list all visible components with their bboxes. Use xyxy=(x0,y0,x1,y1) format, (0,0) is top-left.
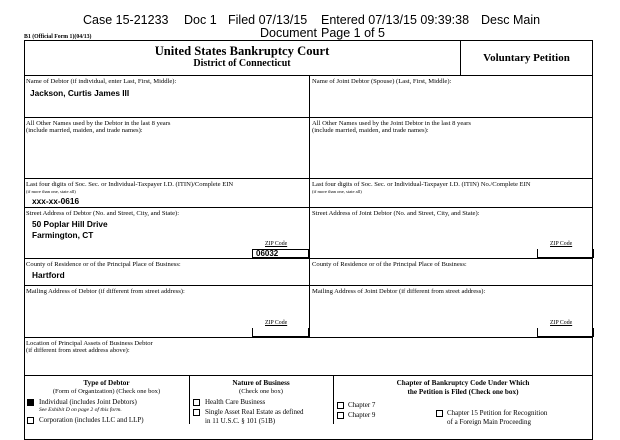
chapter-7-label: Chapter 7 xyxy=(348,401,376,409)
rule-mailing xyxy=(24,337,593,338)
individual-option-label: Individual (includes Joint Debtors) xyxy=(39,398,137,406)
stamp-doc-number: Doc 1 xyxy=(184,13,217,27)
joint-mailing-zip-label: ZIP Code xyxy=(550,320,573,326)
stamp-filed-date: Filed 07/13/15 xyxy=(228,13,308,27)
chapter-15-main-continuation: of a Foreign Main Proceeding xyxy=(447,418,531,426)
court-district: District of Connecticut xyxy=(193,58,291,69)
type-of-debtor-subtitle: (Form of Organization) (Check one box) xyxy=(52,388,161,395)
asset-location-label: Location of Principal Assets of Business Debtor xyxy=(26,340,153,347)
health-care-checkbox[interactable] xyxy=(193,399,200,406)
joint-ssn-label: Last four digits of Soc. Sec. or Individual-Taxpayer I.D. (ITIN) No./Complete EIN xyxy=(312,181,531,188)
chapter-title-line1: Chapter of Bankruptcy Code Under Which xyxy=(396,379,530,387)
single-asset-checkbox[interactable] xyxy=(193,409,200,416)
chapter-7-checkbox[interactable] xyxy=(337,402,344,409)
debtor-mailing-zip-box xyxy=(252,328,309,337)
stamp-description: Desc Main xyxy=(481,13,541,27)
chapter-15-main-checkbox[interactable] xyxy=(436,410,443,417)
joint-street-label: Street Address of Joint Debtor (No. and Street, City, and State): xyxy=(312,210,480,217)
exhibit-d-note: See Exhibit D on page 2 of this form. xyxy=(39,407,122,413)
debtor-other-names-sublabel: (include married, maiden, and trade names): xyxy=(26,127,143,134)
type-of-debtor-title: Type of Debtor xyxy=(83,379,130,387)
rule-location xyxy=(24,375,593,376)
debtor-street-line2: Farmington, CT xyxy=(32,230,94,240)
joint-county-label: County of Residence or of the Principal Place of Business: xyxy=(312,261,467,268)
column-divider xyxy=(309,75,310,337)
asset-location-sublabel: (if different from street address above): xyxy=(26,347,130,354)
nature-of-business-subtitle: (Check one box) xyxy=(239,388,283,395)
debtor-street-label: Street Address of Debtor (No. and Street, City, and State): xyxy=(26,210,180,217)
joint-zip-label: ZIP Code xyxy=(550,241,573,247)
single-asset-continuation: in 11 U.S.C. § 101 (51B) xyxy=(205,417,276,425)
joint-zip-box xyxy=(537,249,594,258)
corporation-option-label: Corporation (includes LLC and LLP) xyxy=(39,416,144,424)
debtor-ssn-label: Last four digits of Soc. Sec. or Individual-Taxpayer I.D. (ITIN)/Complete EIN xyxy=(26,181,234,188)
debtor-county-value: Hartford xyxy=(32,270,65,280)
court-title: United States Bankruptcy Court xyxy=(154,44,330,58)
debtor-street-line1: 50 Poplar Hill Drive xyxy=(32,219,108,229)
nature-of-business-title: Nature of Business xyxy=(232,379,290,387)
stamp-case-number: Case 15-21233 xyxy=(83,13,169,27)
joint-other-names-sublabel: (include married, maiden, and trade names): xyxy=(312,127,429,134)
stamp-document-label: Document xyxy=(260,26,317,40)
debtor-zip-value: 06032 xyxy=(256,248,279,258)
joint-name-label: Name of Joint Debtor (Spouse) (Last, First, Middle): xyxy=(312,78,452,85)
corporation-checkbox[interactable] xyxy=(27,417,34,424)
debtor-ssn-note: (if more than one, state all) xyxy=(26,189,76,194)
debtor-ssn-value: xxx-xx-0616 xyxy=(32,196,80,206)
joint-ssn-note: (if more than one, state all) xyxy=(312,189,362,194)
debtor-name-label: Name of Debtor (if individual, enter Last, First, Middle): xyxy=(26,78,177,85)
stamp-page-count: Page 1 of 5 xyxy=(321,26,385,40)
single-asset-option-label: Single Asset Real Estate as defined xyxy=(205,408,304,416)
debtor-mailing-label: Mailing Address of Debtor (if different from street address): xyxy=(26,288,185,295)
joint-other-names-label: All Other Names used by the Joint Debtor in the last 8 years xyxy=(312,120,471,127)
chapter-9-checkbox[interactable] xyxy=(337,412,344,419)
chapter-title-line2: the Petition is Filed (Check one box) xyxy=(407,388,519,396)
debtor-name-value: Jackson, Curtis James III xyxy=(30,88,130,98)
stamp-entered-date: Entered 07/13/15 09:39:38 xyxy=(321,13,470,27)
chapter-9-label: Chapter 9 xyxy=(348,411,376,419)
joint-mailing-zip-box xyxy=(537,328,594,337)
debtor-county-label: County of Residence or of the Principal Place of Business: xyxy=(26,261,181,268)
chapter-15-main-label: Chapter 15 Petition for Recognition xyxy=(447,409,548,417)
debtor-zip-label: ZIP Code xyxy=(265,241,288,247)
individual-checkbox[interactable] xyxy=(27,399,34,406)
debtor-other-names-label: All Other Names used by the Debtor in the last 8 years xyxy=(26,120,171,127)
health-care-option-label: Health Care Business xyxy=(205,398,266,406)
debtor-mailing-zip-label: ZIP Code xyxy=(265,320,288,326)
form-id: B1 (Official Form 1)(04/13) xyxy=(24,34,92,40)
joint-mailing-label: Mailing Address of Joint Debtor (if different from street address): xyxy=(312,288,486,295)
petition-type: Voluntary Petition xyxy=(483,52,570,64)
